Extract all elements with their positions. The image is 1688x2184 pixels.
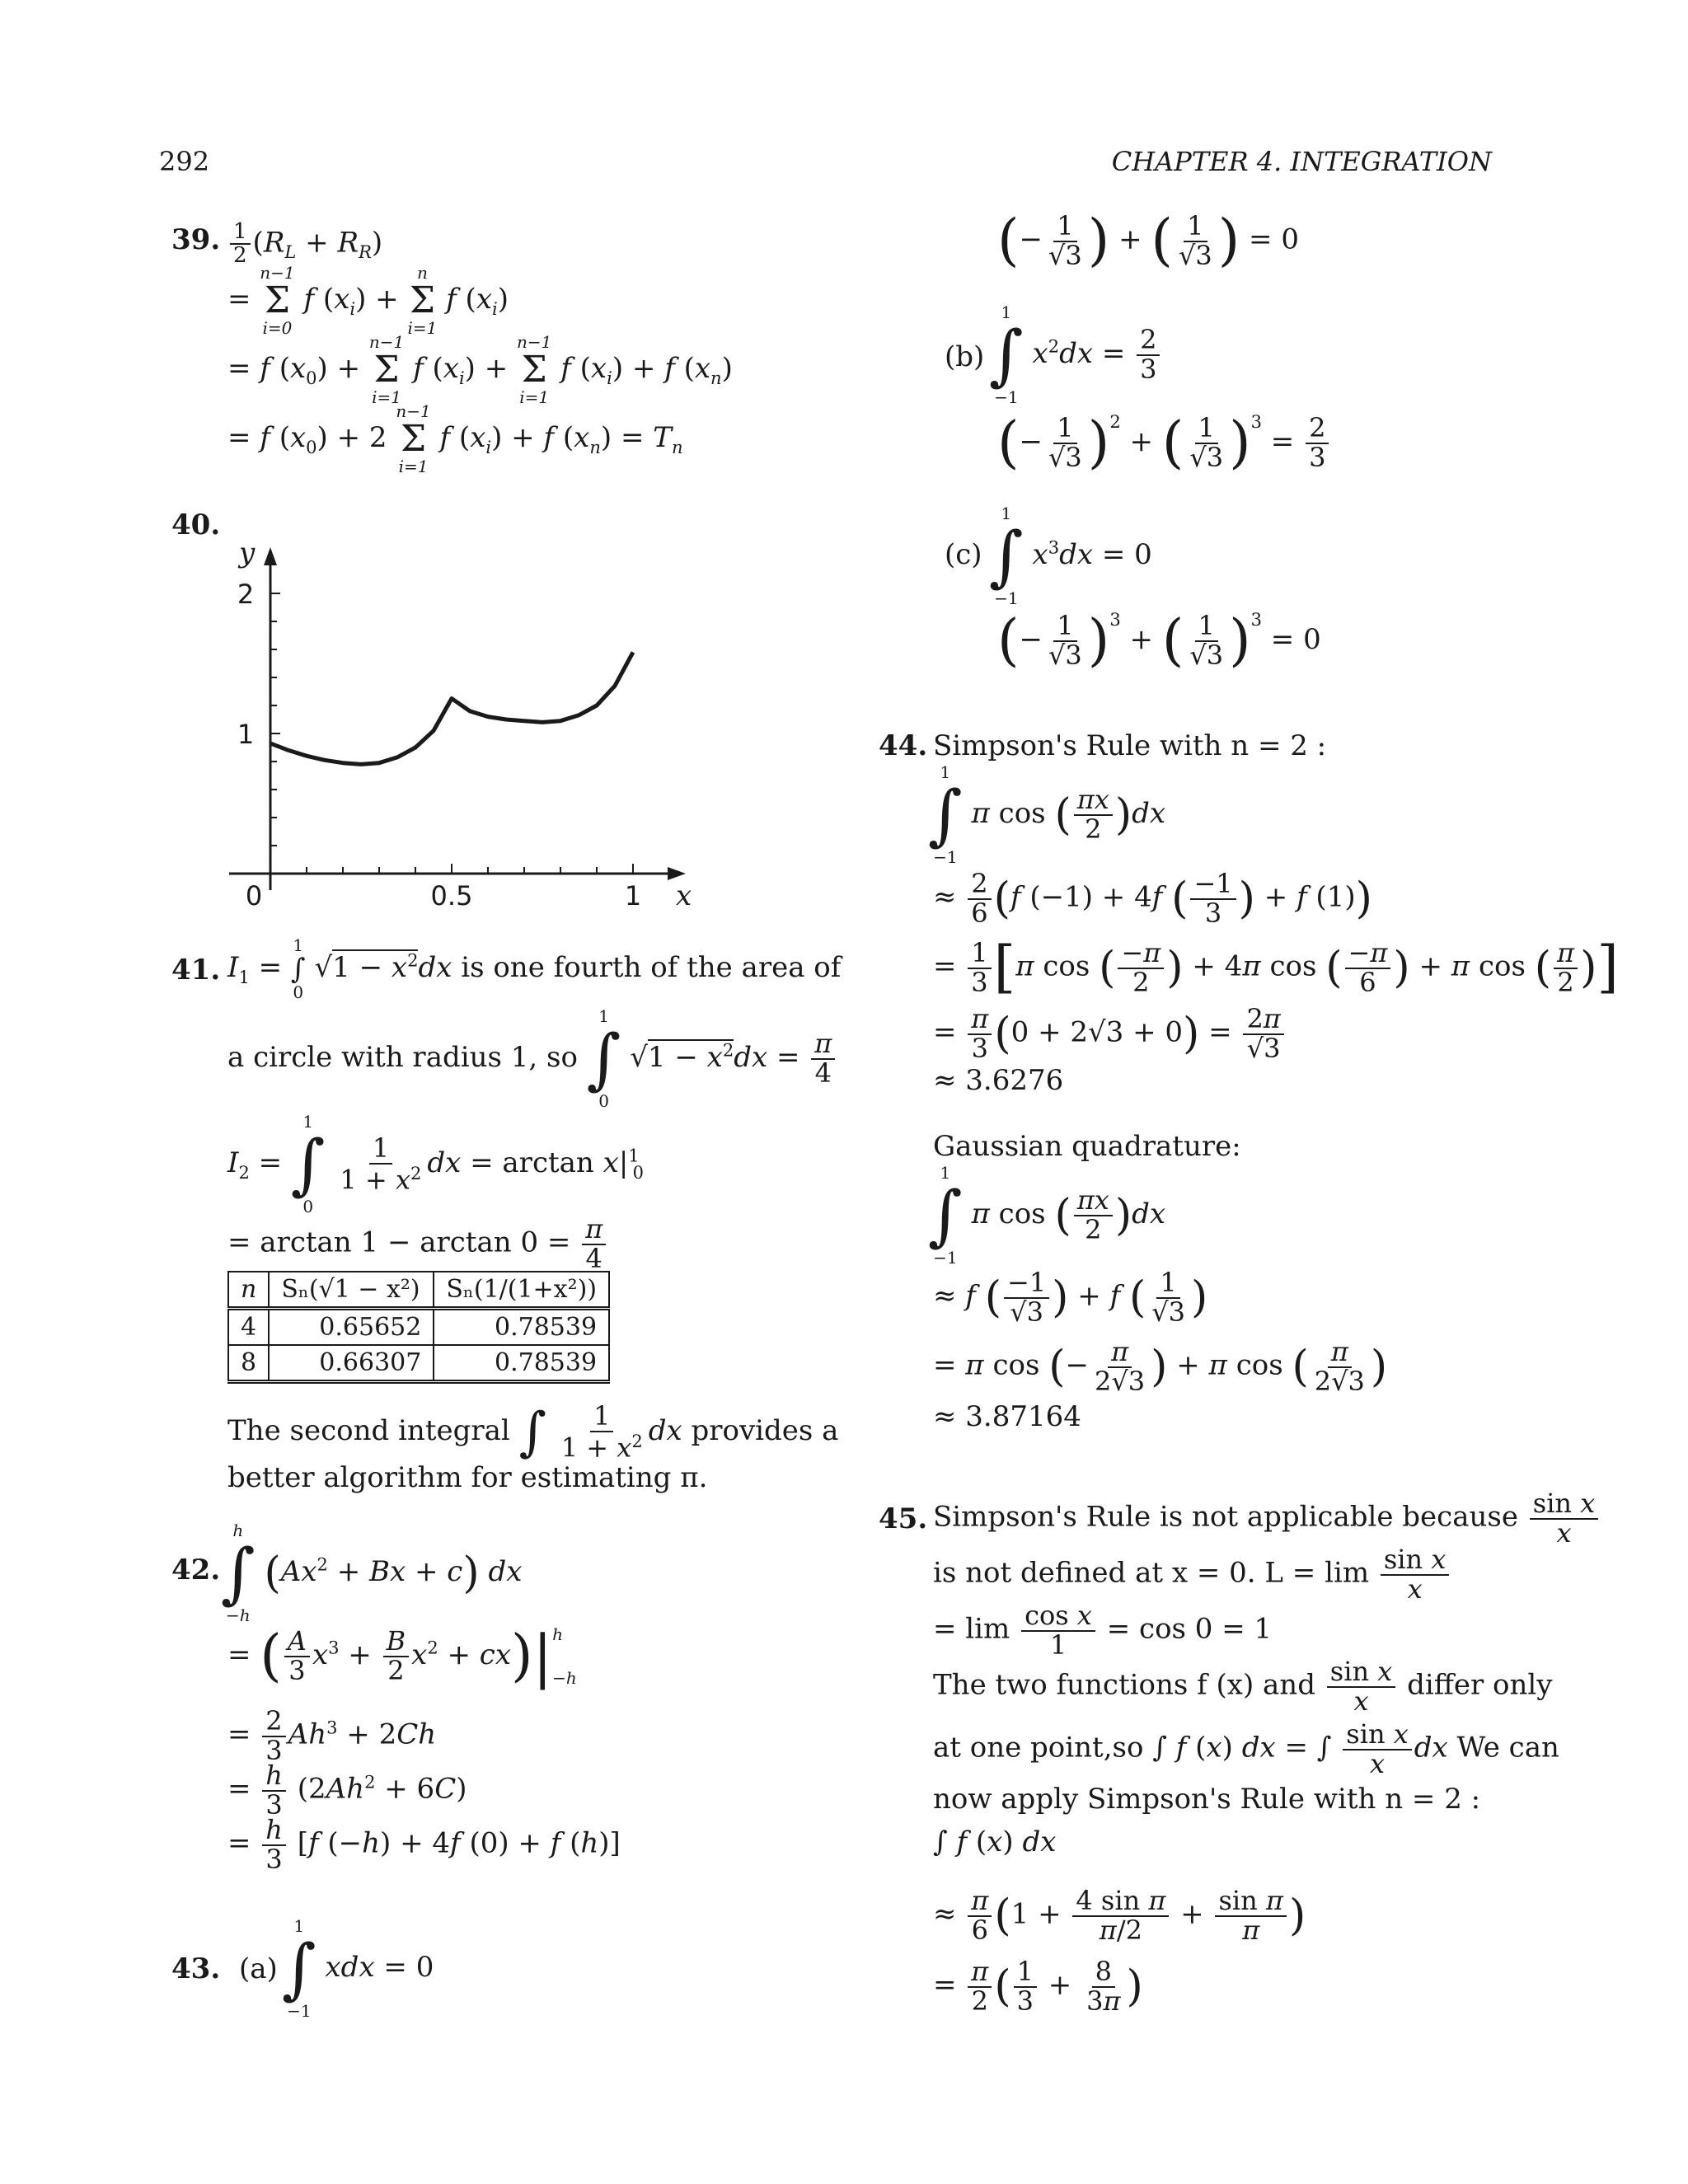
x-tick-label: 0 (245, 880, 263, 912)
p41-line2: a circle with radius 1, so 1 ∫ 0 $√1 - x^2dx$ = $\frac{\pi}{4}$ (227, 1007, 837, 1111)
table-cell: 0.66307 (269, 1345, 434, 1382)
y-axis-arrow (264, 547, 277, 565)
p42-line1: h ∫ −h $(Ax^2 + Bx + c)$ dx (221, 1521, 523, 1625)
p42-line3: = $\frac{2}{3}$ $Ah^3 + 2Ch$ (227, 1705, 437, 1766)
p41-text4a: The second integral (227, 1413, 510, 1447)
p44-gauss-line3: = π cos (− $\frac{\pi}{2√3}$ ) + π cos ( $\frac{\pi}{2√3}$ ) (933, 1336, 1388, 1397)
table-header-sn1: Sₙ(√1 − x²) (269, 1272, 434, 1309)
p43-c-label: (c) (945, 538, 982, 571)
chapter-title: CHAPTER 4. INTEGRATION (1111, 146, 1492, 177)
p45-line2: is not defined at x = 0. L = lim $\frac{\text{sin x}}{x}$ (933, 1546, 1451, 1603)
p44-integral: 1 ∫ −1 π cos ( $\frac{\pi x}{2}$ )dx (928, 762, 1166, 867)
p41-table (227, 1271, 610, 1384)
problem-44-number: 44. (879, 729, 928, 762)
x-axis-arrow (668, 867, 686, 880)
table-cell: 8 (228, 1345, 269, 1382)
p43-b-label: (b) (945, 340, 985, 373)
problem-40-graph (214, 527, 717, 915)
p43-b-check: (− $\frac{1}{√3}$ )$^2$ + ( $\frac{1}{√3}$ )$^3$ = $\frac{2}{3}$ (997, 412, 1331, 472)
p45-line3: = lim $\frac{\text{cos x}}{1}$ = cos 0 = 1 (933, 1600, 1273, 1661)
p44-line4: = $\frac{\pi}{3}$ (0 + 2√3 + 0) = $\frac{2\pi}{√3}$ (933, 1005, 1287, 1062)
table-cell: 0.65652 (269, 1309, 434, 1346)
p45-line1: Simpson's Rule is not applicable because $\frac{\text{sin x}}{x}$ (933, 1490, 1601, 1547)
p43-a-label: (a) (239, 1952, 278, 1985)
p41-text5: better algorithm for estimating π. (227, 1461, 708, 1494)
p45-text5: now apply Simpson's Rule with n = 2 : (933, 1783, 1481, 1816)
p45-integral: ∫ f (x) dx (933, 1825, 1057, 1858)
p41-text2: a circle with radius 1, so (227, 1041, 578, 1074)
p44-gauss-integral: 1 ∫ −1 π cos ( $\frac{\pi x}{2}$ )dx (928, 1163, 1166, 1268)
table-cell: 0.78539 (434, 1309, 609, 1346)
y-axis-label: y (239, 537, 256, 569)
p41-line5: The second integral ∫ $\frac{1}{1 + x^2}$ dx provides a (227, 1400, 839, 1464)
p44-gauss-label: Gaussian quadrature: (933, 1130, 1241, 1163)
p44-line2: ≈ $\frac{2}{6}$ (f (−1) + 4f ( $\frac{-1}{3}$ ) + f (1)) (933, 868, 1372, 929)
p45-line4: The two functions f (x) and $\frac{\text{sin x}}{x}$ differ only (933, 1656, 1553, 1717)
p39-line3: = f $(x_0)$ + n−1 Σ i=1 f $(x_i)$ + n−1 Σ i=1 f $(x_i) + f$ $(x_n)$ (227, 332, 733, 407)
p39-line4: = f $(x_0) + 2$ n−1 Σ i=1 f $(x_i) + f$ $(x_n) = T_n$ (227, 401, 683, 476)
p41-text1: is one fourth of the area of (461, 951, 842, 984)
p42-line2: = ( $\frac{A}{3}$ $x^3$ + $\frac{B}{2}$ $x^2 + cx)|$ h −h (227, 1623, 577, 1690)
problem-39-number: 39. (171, 223, 221, 256)
problem-41-number: 41. (171, 954, 221, 987)
p45-text3b: differ only (1407, 1668, 1553, 1702)
p41-line4: = arctan 1 − arctan 0 = $\frac{\pi}{4}$ (227, 1216, 608, 1272)
p43-a-check: (− $\frac{1}{√3}$ ) + ( $\frac{1}{√3}$ ) = 0 (997, 208, 1299, 274)
p39-line1: $\frac{1}{2}$ $(R_L + R_R)$ (227, 221, 382, 268)
x-tick-label: 1 (624, 880, 642, 912)
x-axis-label: x (676, 879, 692, 912)
p44-text1: Simpson's Rule with n = 2 : (933, 729, 1327, 762)
p45-line5: at one point,so ∫ f (x) dx = ∫ $\frac{\text{sin x}}{x}$ dx We can (933, 1718, 1559, 1779)
p44-gauss-line2: ≈ f ( $\frac{-1}{√3}$ ) + f ( $\frac{1}{√3}$ ) (933, 1267, 1208, 1328)
p41-text4b: provides a (691, 1413, 839, 1447)
p45-text3: The two functions f (x) and (933, 1668, 1315, 1702)
problem-43-number: 43. (171, 1952, 221, 1985)
table-cell: 0.78539 (434, 1345, 609, 1382)
p39-line2: = n−1 Σ i=0 f $(x_i)$ + n Σ i=1 f $(x_i)$ (227, 263, 509, 338)
p42-line5: = $\frac{h}{3}$ [f (−h) + 4f (0) + f (h)] (227, 1814, 621, 1875)
p41-i1: $I_1$ = 1 ∫ 0 $√1 - x^2dx$ is one fourth of the area of (227, 935, 842, 1002)
p42-line4: = $\frac{h}{3}$ $(2Ah^2 + 6C)$ (227, 1760, 467, 1821)
p41-i2: $I_2$ = 1 ∫ 0 $\frac{1}{1 + x^2}$ dx = $\arctan x|^1_0$ (227, 1112, 645, 1216)
p45-text1: Simpson's Rule is not applicable because (933, 1500, 1518, 1534)
p45-text4b: We can (1456, 1731, 1559, 1765)
p43-c-integral: 1 ∫ −1 $x^3dx = 0$ (989, 504, 1152, 608)
p45-text2: is not defined at x = 0. L = lim (933, 1556, 1370, 1590)
page-number: 292 (159, 146, 210, 177)
table-header-sn2: Sₙ(1/(1+x²)) (434, 1272, 609, 1309)
curve-line (270, 652, 633, 764)
y-tick-label: 1 (237, 719, 255, 750)
p43-a-integral: 1 ∫ −1 xdx = 0 (282, 1916, 434, 2021)
p44-approx2: ≈ 3.87164 (933, 1400, 1081, 1433)
p45-line7: ≈ $\frac{\pi}{6}$ (1 + $\frac{\text{4 sin π}}{\pi/2}$ + $\frac{\text{sin π}}{\pi}$ ) (933, 1885, 1306, 1946)
p45-line8: = $\frac{\pi}{2}$ ( $\frac{1}{3}$ + $\frac{8}{3\pi}$ ) (933, 1956, 1143, 2017)
problem-45-number: 45. (879, 1502, 928, 1535)
y-tick-label: 2 (237, 579, 255, 610)
problem-42-number: 42. (171, 1554, 221, 1586)
table-cell: 4 (228, 1309, 269, 1346)
p43-b-integral: 1 ∫ −1 $x^2dx$ = $\frac{2}{3}$ (989, 303, 1162, 407)
p44-approx1: ≈ 3.6276 (933, 1064, 1064, 1097)
problem-40-number: 40. (171, 509, 221, 541)
x-tick-label: 0.5 (430, 880, 473, 912)
p41-text3: = arctan 1 − arctan 0 = (227, 1226, 571, 1259)
p45-text4: at one point,so (933, 1731, 1144, 1765)
table-header-n: n (228, 1272, 269, 1309)
p43-c-check: (− $\frac{1}{√3}$ )$^3$ + ( $\frac{1}{√3}$ )$^3$ = 0 (997, 608, 1321, 673)
p44-line3: = $\frac{1}{3}$ [π cos ( $\frac{-\pi}{2}$ ) + 4π cos ( $\frac{-\pi}{6}$ ) + π cos ( $\frac{\pi}{2}$ )] (933, 935, 1619, 1001)
